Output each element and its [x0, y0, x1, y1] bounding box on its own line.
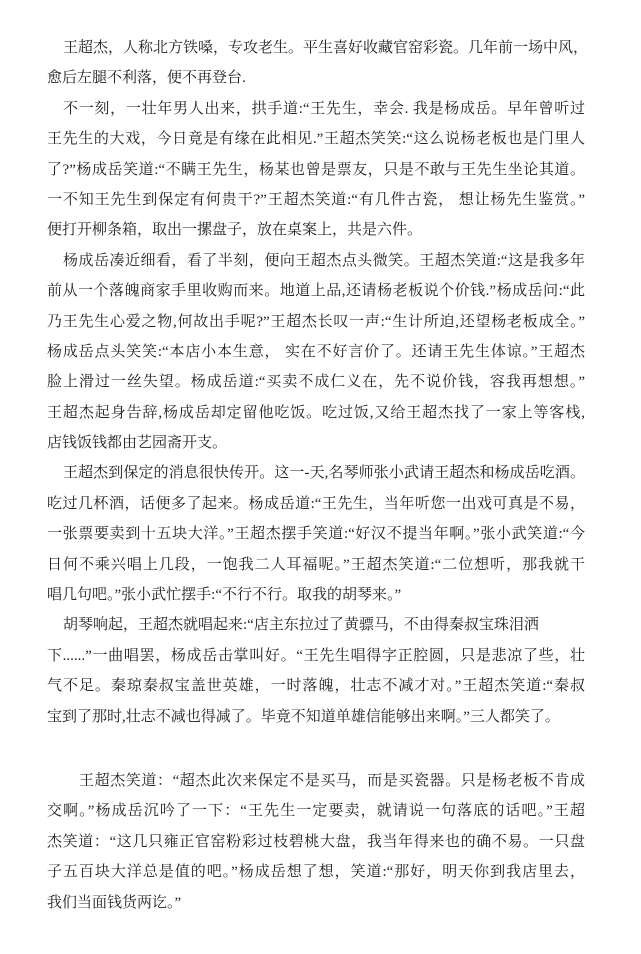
text-line: 吃过几杯酒，话便多了起来。杨成岳道:“王先生，当年听您一出戏可真是不易， — [47, 495, 585, 512]
text-line: 店钱饭钱都由艺园斋开支。 — [47, 435, 228, 452]
paragraph-6 — [47, 766, 585, 918]
text-line: 王超杰到保定的消息很快传开。这一-天,名琴师张小武请王超杰和杨成岳吃酒。 — [63, 465, 585, 482]
text-line: 日何不乘兴唱上几段，一饱我二人耳福呢。”王超杰笑道:“二位想听，那我就干 — [47, 556, 585, 573]
text-line: 王先生的大戏，今日竟是有缘在此相见.”王超杰笑笑:“这么说杨老板也是门里人 — [47, 131, 585, 148]
text-line: 唱几句吧。”张小武忙摆手:“不行不行。取我的胡琴来。” — [47, 587, 402, 604]
paragraph-1 — [47, 33, 589, 94]
text-line: 胡琴响起，王超杰就唱起来:“店主东拉过了黄骠马，不由得秦叔宝珠泪洒 — [63, 617, 539, 634]
paragraph-3 — [47, 246, 585, 459]
text-line: 杨成岳凑近细看，看了半刻，便向王超杰点头微笑。王超杰笑道:“这是我多年 — [63, 252, 585, 269]
text-line: 杰笑道：“这几只雍正官窑粉彩过枝碧桃大盘，我当年得来也的确不易。一只盘 — [47, 833, 585, 850]
text-line: 愈后左腿不利落，便不再登台. — [47, 70, 246, 87]
text-line: 脸上滑过一丝失望。杨成岳道:“买卖不成仁义在，先不说价钱，容我再想想。” — [47, 374, 585, 391]
text-line: 便打开柳条箱，取出一摞盘子，放在桌案上，共是六件。 — [47, 222, 423, 239]
text-line: 一不知王先生到保定有何贵干?”王超杰笑道:“有几件古瓷， 想让杨先生鉴赏。” — [47, 191, 585, 208]
story-text — [47, 33, 589, 918]
text-line: 子五百块大洋总是值的吧。”杨成岳想了想，笑道:“那好，明天你到我店里去， — [47, 864, 585, 881]
text-line: 宝到了那时,壮志不减也得减了。毕竟不知道单雄信能够出来啊。”三人都笑了。 — [47, 708, 560, 725]
text-line: 一张票要卖到十五块大洋。”王超杰摆手笑道:“好汉不提当年啊。”张小武笑道:“今 — [47, 526, 585, 543]
text-line: 交啊。”杨成岳沉吟了一下：“王先生一定要卖，就请说一句落底的话吧。”王超 — [47, 803, 585, 820]
text-line: 王超杰，人称北方铁嗓，专攻老生。平生喜好收藏官窑彩瓷。几年前一场中风， — [63, 40, 589, 56]
text-line: 不一刻，一壮年男人出来，拱手道:“王先生，幸会. 我是杨成岳。早年曾听过 — [63, 100, 585, 117]
text-line: 我们当面钱货两讫。” — [47, 894, 182, 911]
text-line: 王超杰笑道：“超杰此次来保定不是买马，而是买瓷器。只是杨老板不肯成 — [79, 772, 585, 789]
paragraph-5 — [47, 610, 585, 732]
paragraph-2 — [47, 94, 585, 246]
text-line: 了?”杨成岳笑道:“不瞒王先生，杨某也曾是票友，只是不敢与王先生坐论其道。 — [47, 161, 585, 178]
text-line: 乃王先生心爱之物,何故出手呢?”王超杰长叹一声:“生计所迫,还望杨老板成全。” — [47, 313, 585, 330]
text-line: 气不足。秦琼秦叔宝盖世英雄，一时落魄，壮志不减才对。”王超杰笑道:“秦叔 — [47, 678, 585, 695]
text-line: 杨成岳点头笑笑:“本店小本生意， 实在不好言价了。还请王先生体谅。”王超杰 — [47, 343, 585, 360]
paragraph-4 — [47, 458, 585, 610]
text-line: 王超杰起身告辞,杨成岳却定留他吃饭。吃过饭,又给王超杰找了一家上等客栈, — [47, 404, 585, 421]
text-line: 前从一个落魄商家手里收购而来。地道上品,还请杨老板说个价钱.”杨成岳问:“此 — [47, 283, 585, 300]
text-line: 下......”一曲唱罢，杨成岳击掌叫好。“王先生唱得字正腔圆，只是悲凉了些，壮 — [47, 647, 585, 664]
